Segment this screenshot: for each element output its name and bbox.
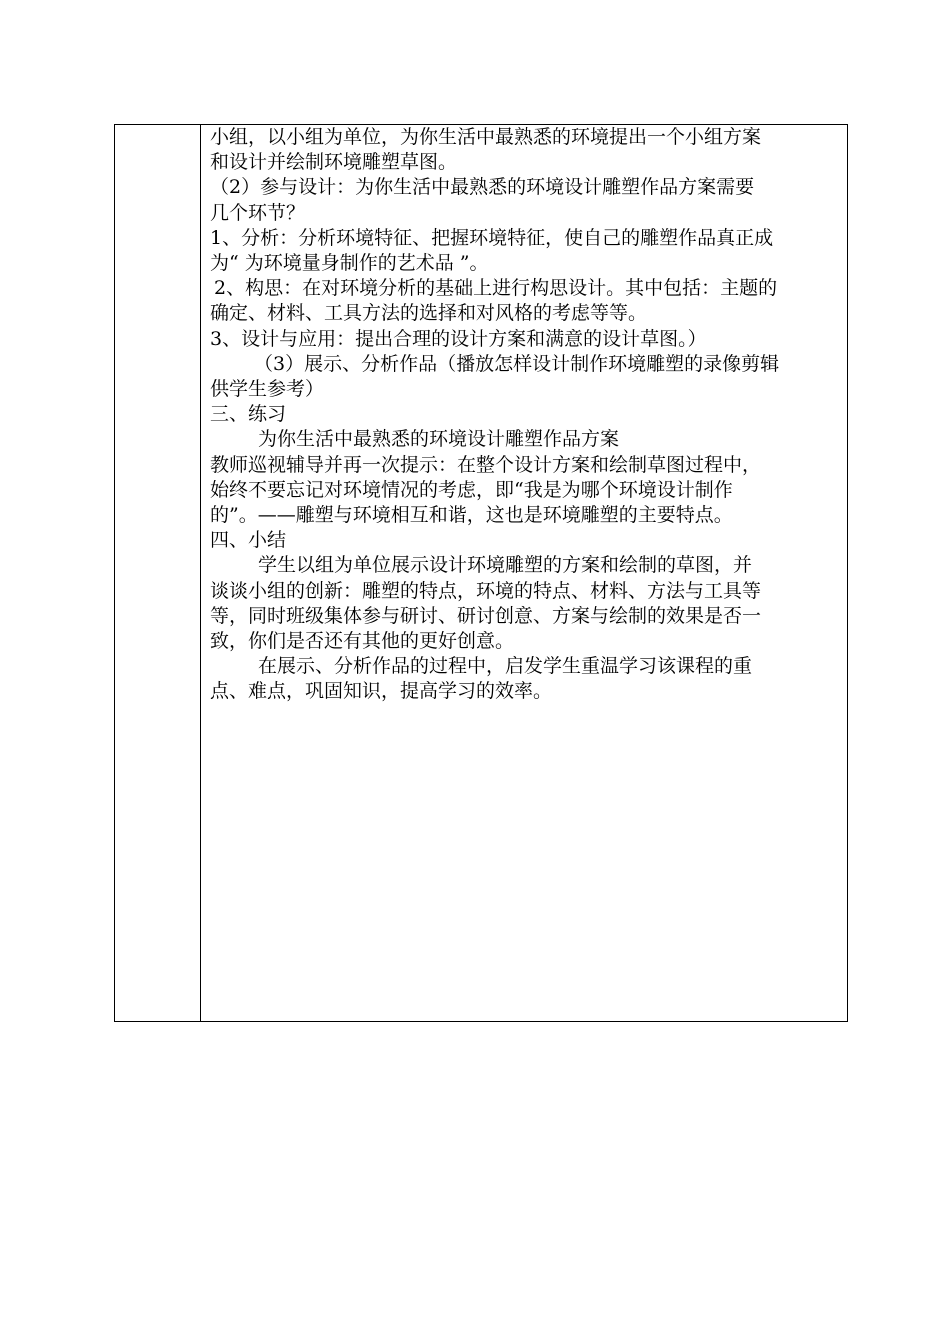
text-line: 确定、材料、工具方法的选择和对风格的考虑等等。 <box>210 302 648 325</box>
text-line: 几个环节？ <box>210 201 306 224</box>
text-line: （3）展示、分析作品（播放怎样设计制作环境雕塑的录像剪辑 <box>254 352 780 375</box>
text-line: 和设计并绘制环境雕塑草图。 <box>210 151 458 174</box>
left-empty-cell <box>115 125 201 1021</box>
text-line: 2、构思：在对环境分析的基础上进行构思设计。其中包括：主题的 <box>214 277 778 300</box>
text-line: 教师巡视辅导并再一次提示：在整个设计方案和绘制草图过程中， <box>210 453 762 476</box>
text-line: 学生以组为单位展示设计环境雕塑的方案和绘制的草图，并 <box>258 554 753 577</box>
text-line: 为“ 为环境量身制作的艺术品 ”。 <box>210 252 489 275</box>
text-line: 为你生活中最熟悉的环境设计雕塑作品方案 <box>258 428 620 451</box>
text-line: 等，同时班级集体参与研讨、研讨创意、方案与绘制的效果是否一 <box>210 604 762 627</box>
text-line: 谈谈小组的创新：雕塑的特点，环境的特点、材料、方法与工具等 <box>210 579 762 602</box>
lesson-table <box>114 124 848 1022</box>
text-line: 在展示、分析作品的过程中，启发学生重温学习该课程的重 <box>258 655 753 678</box>
text-line: 供学生参考） <box>210 378 325 401</box>
text-line: 始终不要忘记对环境情况的考虑，即“我是为哪个环境设计制作 <box>210 478 733 501</box>
text-line: 3、设计与应用：提出合理的设计方案和满意的设计草图。） <box>210 327 707 350</box>
content-cell <box>201 125 847 1021</box>
text-line: 的”。——雕塑与环境相互和谐，这也是环境雕塑的主要特点。 <box>210 504 733 527</box>
text-line: 1、分析：分析环境特征、把握环境特征，使自己的雕塑作品真正成 <box>210 226 774 249</box>
text-line: 小组，以小组为单位，为你生活中最熟悉的环境提出一个小组方案 <box>210 126 762 148</box>
section-heading: 三、练习 <box>210 403 287 426</box>
text-line: 点、难点，巩固知识，提高学习的效率。 <box>210 680 553 703</box>
section-heading: 四、小结 <box>210 529 287 552</box>
text-line: 致，你们是否还有其他的更好创意。 <box>210 630 515 653</box>
text-line: （2）参与设计：为你生活中最熟悉的环境设计雕塑作品方案需要 <box>210 176 755 199</box>
